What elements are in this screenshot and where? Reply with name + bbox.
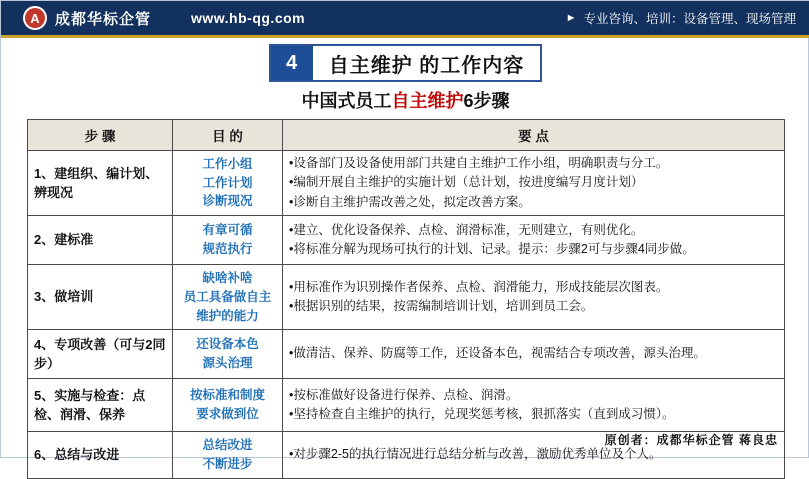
purpose-line: 诊断现况 — [202, 194, 253, 209]
purpose-cell — [173, 330, 283, 379]
point-line: •根据识别的结果，按需编制培训计划，培训到员工会。 — [289, 299, 594, 314]
point-line: •做清洁、保养、防腐等工作，还设备本色，视需结合专项改善，源头治理。 — [289, 346, 706, 361]
step-label: 1、建组织、编计划、辨现况 — [28, 151, 173, 216]
point-line: •将标准分解为现场可执行的计划、记录。提示：步骤2可与步骤4同步做。 — [289, 242, 695, 257]
purpose-line: 有章可循 — [202, 223, 253, 238]
subtitle-prefix: 中国式员工 — [301, 91, 392, 111]
purpose-line: 还设备本色 — [196, 337, 259, 352]
table-row — [28, 265, 785, 330]
company-logo-icon: A — [23, 6, 47, 30]
column-header-step: 步 骤 — [28, 120, 173, 151]
points-cell — [283, 151, 785, 216]
banner-tagline-text: 专业咨询、培训：设备管理、现场管理 — [583, 12, 796, 26]
banner-accent-divider — [1, 35, 809, 38]
step-label: 5、实施与检查：点检、润滑、保养 — [28, 379, 173, 432]
play-arrow-icon: ► — [565, 12, 577, 24]
purpose-line: 源头治理 — [202, 356, 253, 371]
purpose-line: 员工具备做自主维护的能力 — [183, 289, 272, 323]
subtitle-highlight: 自主维护 — [391, 91, 464, 111]
purpose-line: 规范执行 — [202, 242, 253, 257]
author-credit: 原创者：成都华标企管 蒋良忠 — [604, 433, 778, 447]
step-label: 4、专项改善（可与2同步） — [28, 330, 173, 379]
points-cell — [283, 379, 785, 432]
purpose-line: 总结改进 — [202, 438, 253, 453]
page-title: 自主维护 的工作内容 — [328, 54, 525, 77]
step-label: 6、总结与改进 — [28, 432, 173, 479]
banner-tagline — [566, 1, 796, 35]
point-line: •诊断自主维护需改善之处，拟定改善方案。 — [289, 194, 531, 209]
purpose-cell — [173, 216, 283, 265]
page-title-box — [269, 44, 543, 82]
table-row — [28, 216, 785, 265]
points-cell — [283, 216, 785, 265]
page-subtitle — [1, 87, 809, 113]
point-line: •按标准做好设备进行保养、点检、润滑。 — [289, 387, 519, 402]
purpose-line: 缺啥补啥 — [202, 271, 253, 285]
step-label: 3、做培训 — [28, 265, 173, 330]
purpose-cell — [173, 265, 283, 330]
points-cell — [283, 265, 785, 330]
page-title-row — [1, 45, 809, 81]
column-header-points: 要 点 — [283, 120, 785, 151]
purpose-line: 工作计划 — [202, 175, 253, 190]
table-row — [28, 151, 785, 216]
step-label: 2、建标准 — [28, 216, 173, 265]
point-line: •用标准作为识别操作者保养、点检、润滑能力，形成技能层次图表。 — [289, 279, 669, 294]
point-line: •设备部门及设备使用部门共建自主维护工作小组，明确职责与分工。 — [289, 156, 669, 170]
purpose-cell — [173, 379, 283, 432]
point-line: •对步骤2-5的执行情况进行总结分析与改善，激励优秀单位及个人。 — [289, 447, 662, 462]
steps-table — [27, 119, 785, 479]
column-header-purpose: 目 的 — [173, 120, 283, 151]
table-row — [28, 379, 785, 432]
point-line: •建立、优化设备保养、点检、润滑标准，无则建立，有则优化。 — [289, 222, 644, 237]
subtitle-suffix: 6步骤 — [463, 91, 510, 111]
top-banner — [1, 1, 809, 35]
purpose-line: 不断进步 — [202, 457, 253, 472]
purpose-cell — [173, 432, 283, 479]
company-name: 成都华标企管 — [55, 10, 152, 28]
table-row — [28, 330, 785, 379]
website-url[interactable]: www.hb-qg.com — [191, 10, 306, 26]
purpose-line: 按标准和制度 — [189, 388, 265, 403]
section-number: 4 — [271, 46, 313, 80]
table-header-row — [28, 120, 785, 151]
purpose-line: 要求做到位 — [196, 407, 259, 422]
point-line: •坚持检查自主维护的执行，兑现奖惩考核，狠抓落实（直到成习惯）。 — [289, 407, 675, 422]
points-cell — [283, 330, 785, 379]
purpose-cell — [173, 151, 283, 216]
purpose-line: 工作小组 — [202, 156, 253, 171]
point-line: •编制开展自主维护的实施计划（总计划，按进度编写月度计划） — [289, 175, 644, 190]
